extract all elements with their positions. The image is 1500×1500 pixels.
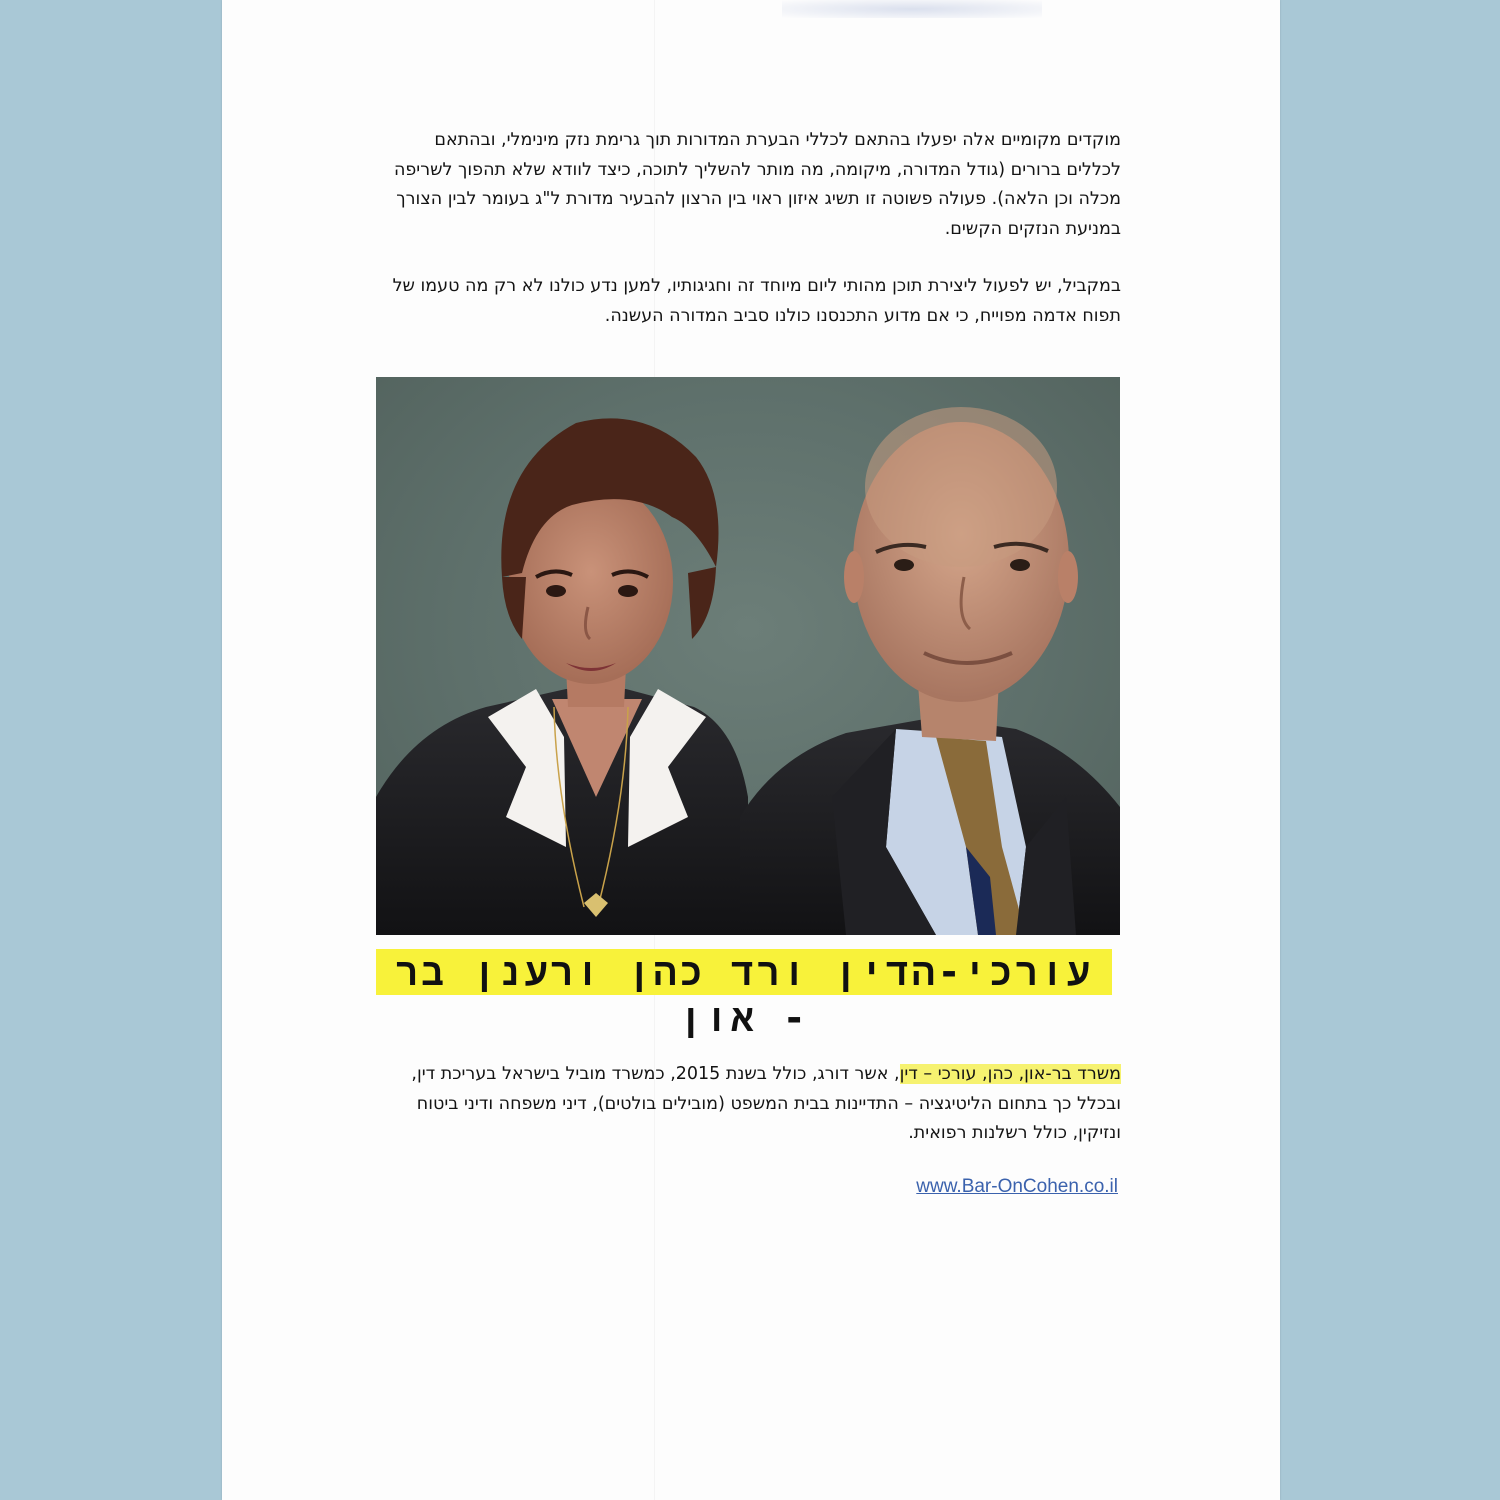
firm-description — [388, 1060, 1121, 1149]
man-figure — [740, 407, 1120, 935]
scan-shadow — [782, 0, 1042, 18]
lawyers-photo-illustration — [376, 377, 1120, 935]
body-paragraph-2: במקביל, יש לפעול ליצירת תוכן מהותי ליום מיוחד זה וחגיגותיו, למען נדע כולנו לא רק מה טעמו של תפוח אדמה מפוייח, כי אם מדוע התכנסנו כולנו סביב המדורה העשנה. — [392, 276, 1121, 326]
firm-name-highlight: משרד בר-און, כהן, עורכי – דין — [899, 1064, 1121, 1084]
firm-description-text: , אשר דורג, כולל בשנת 2015, כמשרד מוביל בישראל בעריכת דין, ובכלל כך בתחום הליטיגציה – התדיינות בבית המשפט (מובילים בולטים), דיני משפחה ודיני ביטוח ונזיקין, כולל רשלנות רפואית. — [411, 1064, 1121, 1143]
lawyers-photo — [376, 377, 1120, 935]
body-paragraph-1: מוקדים מקומיים אלה יפעלו בהתאם לכללי הבערת המדורות תוך גרימת נזק מינימלי, ובהתאם לכללים ברורים (גודל המדורה, מיקומה, מה מותר להשליך לתוכה, כיצד לוודא שלא תהפוך לשריפה מכלה וכן הלאה). פעולה פשוטה זו תשיג איזון ראוי בין הרצון להבעיר מדורת ל"ג בעומר לבין הצורך במניעת הנזקים הקשים. — [393, 130, 1121, 239]
website-link[interactable]: www.Bar-OnCohen.co.il — [916, 1176, 1118, 1197]
photo-caption: עורכי-הדין ורד כהן ורענן בר - און — [376, 949, 1112, 995]
woman-figure — [376, 418, 748, 935]
